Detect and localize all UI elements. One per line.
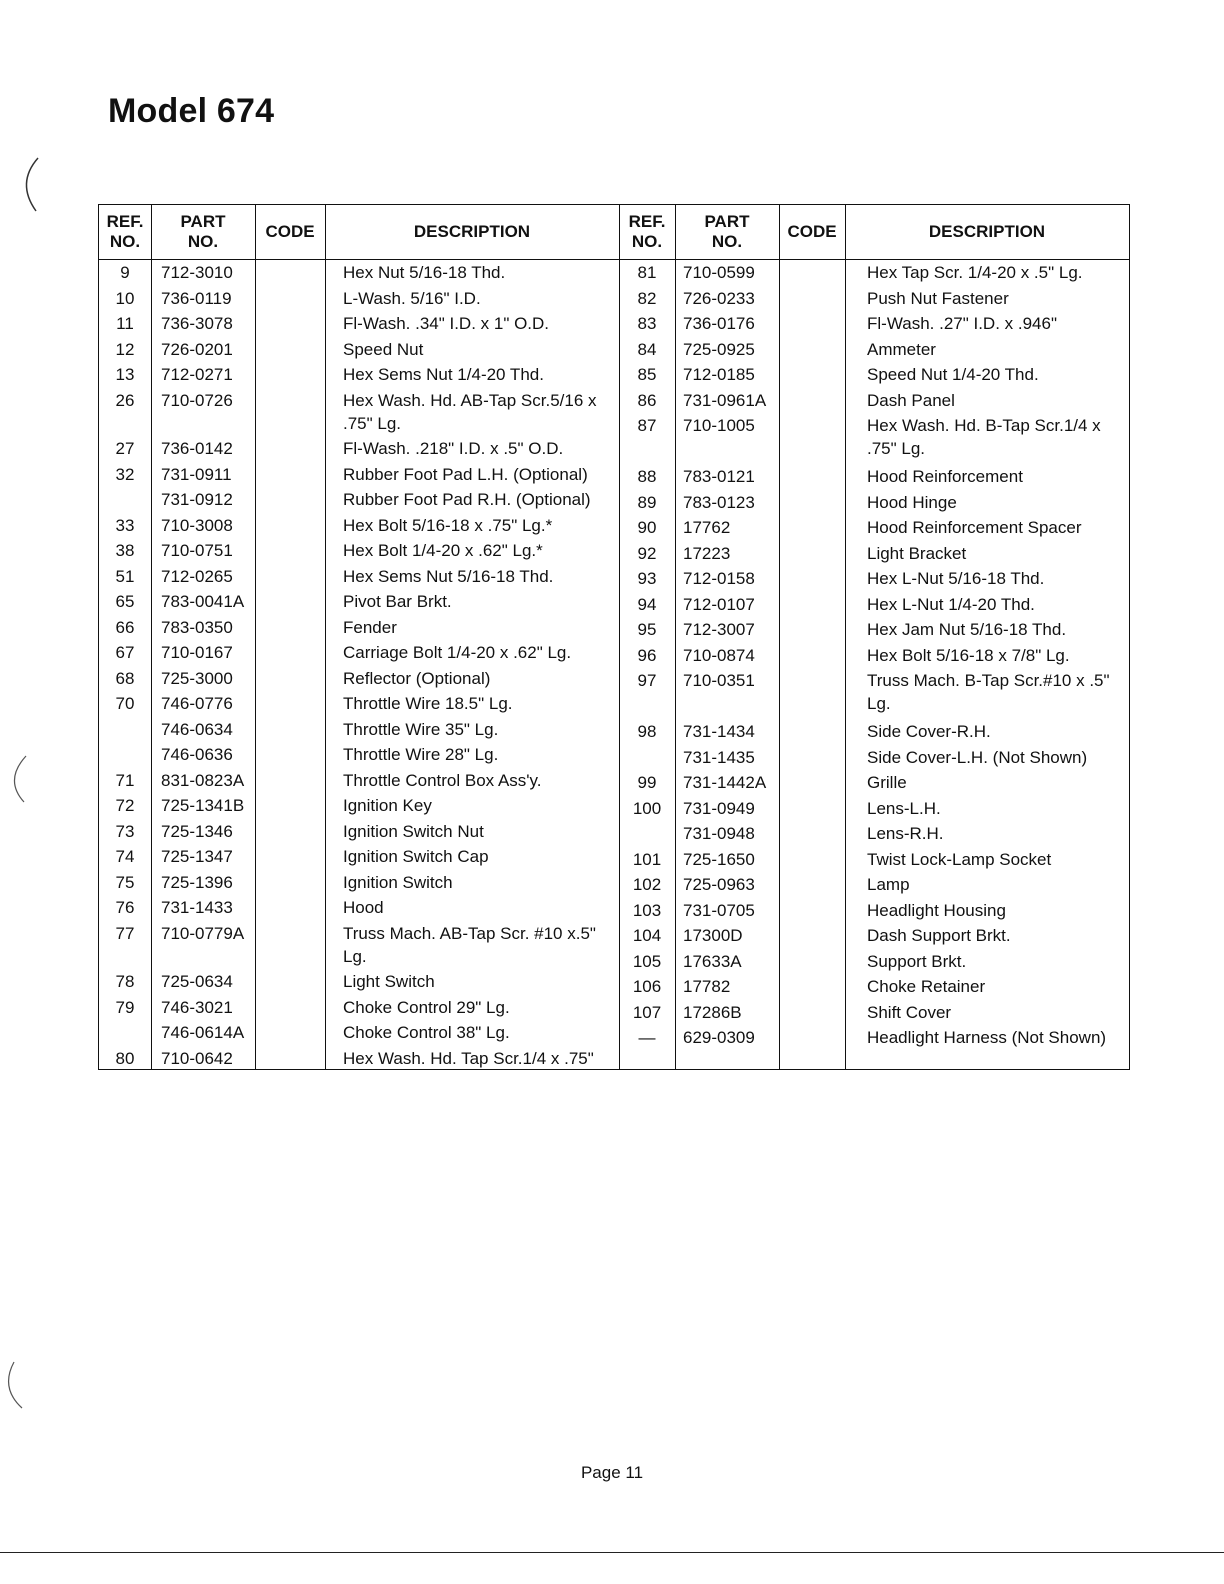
- part-no-cell: 17633A: [683, 951, 742, 971]
- description-cell: Ignition Switch: [343, 872, 453, 892]
- ref-no-cell: 66: [115, 617, 135, 637]
- ref-no-cell: 98: [637, 722, 657, 741]
- description-cell: Hex Sems Nut 5/16-18 Thd.: [343, 566, 554, 586]
- description-cell: Hex Wash. Hd. B-Tap Scr.1/4 x .75" Lg.: [867, 416, 1101, 458]
- description-cell: Ignition Switch Cap: [343, 847, 489, 866]
- description-cell: Carriage Bolt 1/4-20 x .62" Lg.: [343, 643, 572, 662]
- ref-no-cell: 27: [115, 439, 135, 458]
- part-no-cell: 17286B: [683, 1002, 742, 1022]
- part-no-cell: 731-0949: [683, 798, 755, 818]
- part-no-cell: 17762: [683, 518, 731, 537]
- column-divider: [675, 205, 676, 1069]
- part-no-cell: 725-1347: [161, 847, 233, 866]
- description-cell: Hex Wash. Hd. AB-Tap Scr.5/16 x .75" Lg.: [343, 390, 597, 433]
- punch-hole-mark: [14, 155, 44, 215]
- ref-no-cell: —: [638, 1028, 656, 1047]
- punch-hole-mark: [2, 1360, 32, 1420]
- part-no-cell: 726-0233: [683, 288, 755, 308]
- description-cell: Pivot Bar Brkt.: [343, 592, 452, 611]
- ref-no-cell: 95: [637, 620, 657, 639]
- description-cell: Fl-Wash. .218" I.D. x .5" O.D.: [343, 439, 564, 458]
- ref-no-cell: 87: [637, 416, 657, 435]
- part-no-cell: 725-1396: [161, 872, 233, 892]
- description-cell: Hex Sems Nut 1/4-20 Thd.: [343, 365, 544, 384]
- part-no-cell: 736-0142: [161, 439, 233, 458]
- ref-no-cell: 75: [115, 872, 135, 892]
- ref-no-cell: 103: [632, 900, 662, 920]
- part-no-cell: 731-0911: [161, 464, 232, 484]
- part-no-cell: 712-3007: [683, 620, 755, 639]
- description-cell: Headlight Housing: [867, 900, 1006, 920]
- description-cell: Choke Control 29" Lg.: [343, 997, 510, 1017]
- ref-no-cell: 85: [637, 365, 657, 384]
- part-no-cell: 710-3008: [161, 515, 233, 535]
- column-divider: [151, 205, 152, 1069]
- ref-no-cell: 92: [637, 543, 657, 563]
- part-no-cell: 731-0912: [161, 490, 233, 509]
- ref-no-cell: 93: [637, 569, 657, 588]
- ref-no-cell: 79: [115, 997, 135, 1017]
- ref-no-cell: 83: [637, 314, 657, 333]
- header-ref-no: REF. NO.: [628, 212, 666, 251]
- description-cell: Throttle Wire 28" Lg.: [343, 745, 499, 764]
- description-cell: Reflector (Optional): [343, 668, 491, 688]
- page-number: Page 11: [580, 1463, 644, 1482]
- ref-no-cell: 106: [632, 977, 662, 996]
- ref-no-cell: 68: [115, 668, 135, 688]
- ref-no-cell: 100: [632, 798, 662, 818]
- description-cell: Hood Reinforcement: [867, 467, 1023, 486]
- part-no-cell: 710-0642: [161, 1048, 233, 1068]
- description-cell: Throttle Wire 35" Lg.: [343, 719, 499, 739]
- description-cell: Headlight Harness (Not Shown): [867, 1028, 1107, 1047]
- description-cell: Truss Mach. AB-Tap Scr. #10 x.5" Lg.: [343, 923, 596, 966]
- description-cell: Rubber Foot Pad L.H. (Optional): [343, 464, 588, 484]
- part-no-cell: 725-0634: [161, 972, 233, 991]
- description-cell: Grille: [867, 773, 907, 792]
- ref-no-cell: 90: [637, 518, 657, 537]
- description-cell: Hood Reinforcement Spacer: [867, 518, 1082, 537]
- part-no-cell: 712-0158: [683, 569, 755, 588]
- description-cell: Hex L-Nut 5/16-18 Thd.: [867, 569, 1045, 588]
- description-cell: Hex Tap Scr. 1/4-20 x .5" Lg.: [867, 263, 1083, 282]
- description-cell: Lamp: [867, 875, 910, 894]
- description-cell: Hex Nut 5/16-18 Thd.: [343, 263, 506, 282]
- description-cell: Ammeter: [867, 339, 936, 359]
- ref-no-cell: 82: [637, 288, 657, 308]
- parts-table: [98, 204, 1130, 1070]
- description-cell: Hex Wash. Hd. Tap Scr.1/4 x .75": [343, 1048, 594, 1068]
- parts-table-right: [619, 205, 1129, 1069]
- header-description: DESCRIPTION: [928, 222, 1046, 241]
- part-no-cell: 725-0963: [683, 875, 755, 894]
- ref-no-cell: 101: [632, 849, 662, 869]
- ref-no-cell: 32: [115, 464, 135, 484]
- ref-no-cell: 74: [115, 847, 135, 866]
- header-code: CODE: [265, 222, 315, 241]
- ref-no-cell: 76: [115, 898, 135, 917]
- part-no-cell: 731-1435: [683, 747, 755, 767]
- description-cell: Side Cover-R.H.: [867, 722, 991, 741]
- description-cell: Hex Bolt 1/4-20 x .62" Lg.*: [343, 541, 543, 560]
- bottom-rule: [0, 1552, 1224, 1553]
- description-cell: Lens-R.H.: [867, 824, 944, 843]
- description-cell: Hex Jam Nut 5/16-18 Thd.: [867, 620, 1067, 639]
- description-cell: Throttle Wire 18.5" Lg.: [343, 694, 513, 713]
- ref-no-cell: 9: [120, 263, 130, 282]
- part-no-cell: 17782: [683, 977, 731, 996]
- ref-no-cell: 12: [115, 339, 135, 359]
- column-divider: [255, 205, 256, 1069]
- part-no-cell: 783-0121: [683, 467, 755, 486]
- description-cell: Throttle Control Box Ass'y.: [343, 770, 542, 790]
- ref-no-cell: 33: [115, 515, 135, 535]
- ref-no-cell: 70: [115, 694, 135, 713]
- description-cell: L-Wash. 5/16" I.D.: [343, 288, 481, 308]
- part-no-cell: 712-0107: [683, 594, 755, 614]
- part-no-cell: 731-0948: [683, 824, 755, 843]
- description-cell: Choke Control 38" Lg.: [343, 1023, 510, 1042]
- part-no-cell: 746-0634: [161, 719, 233, 739]
- page-title: Model 674: [108, 92, 275, 130]
- ref-no-cell: 89: [637, 492, 657, 512]
- ref-no-cell: 51: [115, 566, 135, 586]
- part-no-cell: 736-0176: [683, 314, 755, 333]
- ref-no-cell: 72: [115, 796, 135, 815]
- part-no-cell: 710-0599: [683, 263, 755, 282]
- description-cell: Choke Retainer: [867, 977, 986, 996]
- part-no-cell: 831-0823A: [161, 770, 245, 790]
- ref-no-cell: 38: [115, 541, 135, 560]
- ref-no-cell: 77: [115, 923, 135, 943]
- part-no-cell: 736-3078: [161, 314, 233, 333]
- ref-no-cell: 67: [115, 643, 135, 662]
- description-cell: Hood: [343, 898, 384, 917]
- ref-no-cell: 73: [115, 821, 135, 841]
- part-no-cell: 783-0123: [683, 492, 755, 512]
- part-no-cell: 731-0961A: [683, 390, 767, 410]
- part-no-cell: 17223: [683, 543, 731, 563]
- ref-no-cell: 78: [115, 972, 135, 991]
- part-no-cell: 731-1433: [161, 898, 233, 917]
- part-no-cell: 712-0185: [683, 365, 755, 384]
- ref-no-cell: 11: [116, 314, 134, 333]
- part-no-cell: 746-0614A: [161, 1023, 245, 1042]
- column-divider: [779, 205, 780, 1069]
- part-no-cell: 712-3010: [161, 263, 233, 282]
- part-no-cell: 725-1341B: [161, 796, 245, 815]
- description-cell: Side Cover-L.H. (Not Shown): [867, 747, 1088, 767]
- part-no-cell: 783-0350: [161, 617, 233, 637]
- ref-no-cell: 81: [637, 263, 657, 282]
- header-part-no: PART NO.: [180, 212, 226, 251]
- description-cell: Ignition Key: [343, 796, 432, 815]
- part-no-cell: 710-0874: [683, 645, 755, 665]
- header-code: CODE: [787, 222, 837, 241]
- ref-no-cell: 10: [115, 288, 135, 308]
- description-cell: Rubber Foot Pad R.H. (Optional): [343, 490, 591, 509]
- description-cell: Lens-L.H.: [867, 798, 941, 818]
- description-cell: Hex Bolt 5/16-18 x .75" Lg.*: [343, 515, 553, 535]
- ref-no-cell: 84: [637, 339, 657, 359]
- ref-no-cell: 102: [632, 875, 662, 894]
- part-no-cell: 726-0201: [161, 339, 233, 359]
- part-no-cell: 746-0636: [161, 745, 233, 764]
- part-no-cell: 731-0705: [683, 900, 755, 920]
- part-no-cell: 710-1005: [683, 416, 755, 435]
- header-part-no: PART NO.: [704, 212, 750, 251]
- ref-no-cell: 99: [637, 773, 657, 792]
- part-no-cell: 710-0779A: [161, 923, 245, 943]
- description-cell: Ignition Switch Nut: [343, 821, 484, 841]
- header-description: DESCRIPTION: [413, 222, 531, 241]
- part-no-cell: 736-0119: [161, 288, 232, 308]
- description-cell: Fl-Wash. .27" I.D. x .946": [867, 314, 1057, 333]
- description-cell: Twist Lock-Lamp Socket: [867, 849, 1052, 869]
- description-cell: Hex Bolt 5/16-18 x 7/8" Lg.: [867, 645, 1070, 665]
- ref-no-cell: 80: [115, 1048, 135, 1068]
- ref-no-cell: 65: [115, 592, 135, 611]
- part-no-cell: 710-0726: [161, 390, 233, 410]
- ref-no-cell: 86: [637, 390, 657, 410]
- description-cell: Hex L-Nut 1/4-20 Thd.: [867, 594, 1035, 614]
- part-no-cell: 746-0776: [161, 694, 233, 713]
- part-no-cell: 712-0271: [161, 365, 233, 384]
- part-no-cell: 710-0351: [683, 671, 755, 690]
- part-no-cell: 710-0751: [161, 541, 233, 560]
- part-no-cell: 17300D: [683, 926, 743, 945]
- description-cell: Push Nut Fastener: [867, 288, 1009, 308]
- description-cell: Light Switch: [343, 972, 435, 991]
- ref-no-cell: 97: [637, 671, 657, 690]
- description-cell: Truss Mach. B-Tap Scr.#10 x .5" Lg.: [867, 671, 1110, 713]
- ref-no-cell: 26: [115, 390, 135, 410]
- part-no-cell: 710-0167: [161, 643, 233, 662]
- column-divider: [845, 205, 846, 1069]
- ref-no-cell: 94: [637, 594, 657, 614]
- part-no-cell: 725-0925: [683, 339, 755, 359]
- ref-no-cell: 107: [632, 1002, 662, 1022]
- description-cell: Hood Hinge: [867, 492, 957, 512]
- part-no-cell: 783-0041A: [161, 592, 245, 611]
- part-no-cell: 746-3021: [161, 997, 233, 1017]
- part-no-cell: 725-1650: [683, 849, 755, 869]
- description-cell: Dash Panel: [867, 390, 955, 410]
- part-no-cell: 731-1434: [683, 722, 755, 741]
- ref-no-cell: 104: [632, 926, 662, 945]
- description-cell: Support Brkt.: [867, 951, 967, 971]
- part-no-cell: 629-0309: [683, 1028, 755, 1047]
- description-cell: Fender: [343, 617, 397, 637]
- ref-no-cell: 71: [115, 770, 135, 790]
- ref-no-cell: 96: [637, 645, 657, 665]
- description-cell: Shift Cover: [867, 1002, 952, 1022]
- part-no-cell: 725-1346: [161, 821, 233, 841]
- punch-hole-mark: [4, 750, 34, 810]
- column-divider: [325, 205, 326, 1069]
- header-ref-no: REF. NO.: [106, 212, 144, 251]
- description-cell: Dash Support Brkt.: [867, 926, 1011, 945]
- part-no-cell: 731-1442A: [683, 773, 767, 792]
- part-no-cell: 725-3000: [161, 668, 233, 688]
- description-cell: Speed Nut: [343, 339, 424, 359]
- ref-no-cell: 13: [115, 365, 135, 384]
- part-no-cell: 712-0265: [161, 566, 233, 586]
- description-cell: Fl-Wash. .34" I.D. x 1" O.D.: [343, 314, 550, 333]
- description-cell: Speed Nut 1/4-20 Thd.: [867, 365, 1039, 384]
- description-cell: Light Bracket: [867, 543, 967, 563]
- parts-table-left: [99, 205, 619, 1069]
- ref-no-cell: 88: [637, 467, 657, 486]
- ref-no-cell: 105: [632, 951, 662, 971]
